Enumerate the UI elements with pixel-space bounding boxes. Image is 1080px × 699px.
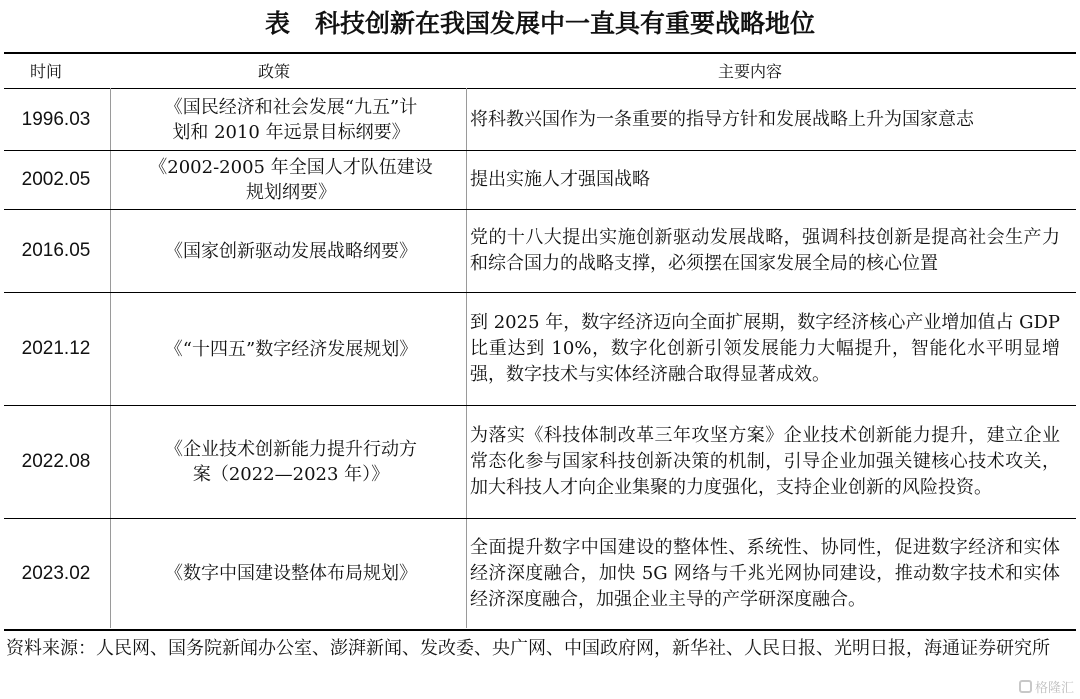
row-policy: 《国民经济和社会发展“九五”计 划和 2010 年远景目标纲要》 — [164, 96, 418, 143]
header-policy: 政策 — [258, 62, 291, 81]
bottom-rule — [4, 629, 1076, 631]
row-policy: 《国家创新驱动发展战略纲要》 — [165, 240, 417, 262]
row-time: 2002.05 — [21, 169, 91, 190]
source-note: 资料来源：人民网、国务院新闻办公室、澎湃新闻、发改委、央广网、中国政府网，新华社、人民日报、光明日报，海通证券研究所 — [6, 638, 1050, 659]
row-policy: 《2002-2005 年全国人才队伍建设 规划纲要》 — [149, 157, 433, 203]
row-content: 党的十八大提出实施创新驱动发展战略，强调科技创新是提高社会生产力和综合国力的战略支撑，必须摆在国家发展全局的核心位置 — [470, 227, 1060, 274]
table-row — [4, 406, 1076, 518]
row-policy: 《数字中国建设整体布局规划》 — [165, 563, 417, 584]
row-time: 2023.02 — [21, 562, 91, 584]
watermark-text: 格隆汇 — [1034, 681, 1074, 696]
row-time: 2016.05 — [21, 240, 91, 261]
row-content: 全面提升数字中国建设的整体性、系统性、协同性，促进数字经济和实体经济深度融合，加快 5G 网络与千兆光网协同建设，推动数字技术和实体经济深度融合，加强企业主导的产学研深度融合。 — [470, 536, 1060, 610]
top-rule — [4, 52, 1076, 54]
table-row — [4, 89, 1076, 150]
watermark-logo-icon — [1019, 680, 1032, 693]
row-time: 2021.12 — [21, 338, 91, 359]
row-content: 将科教兴国作为一条重要的指导方针和发展战略上升为国家意志 — [470, 108, 974, 130]
row-policy: 《企业技术创新能力提升行动方 案（2022—2023 年）》 — [165, 439, 417, 485]
watermark — [1019, 677, 1074, 696]
row-policy: 《“十四五”数字经济发展规划》 — [164, 338, 418, 360]
header-time: 时间 — [30, 62, 63, 81]
row-time: 2022.08 — [21, 451, 91, 472]
header-content: 主要内容 — [718, 62, 783, 81]
table-row — [4, 293, 1076, 405]
table-row — [4, 519, 1076, 628]
row-time: 1996.03 — [21, 108, 91, 130]
table-title: 表 科技创新在我国发展中一直具有重要战略地位 — [264, 9, 815, 38]
table-row — [4, 210, 1076, 292]
row-content: 提出实施人才强国战略 — [470, 169, 650, 190]
row-content: 到 2025 年，数字经济迈向全面扩展期，数字经济核心产业增加值占 GDP 比重达到 10%，数字化创新引领发展能力大幅提升，智能化水平明显增强，数字技术与实体经济融合取得显著成效。 — [470, 312, 1060, 385]
table-row — [4, 151, 1076, 209]
row-content: 为落实《科技体制改革三年攻坚方案》企业技术创新能力提升，建立企业常态化参与国家科技创新决策的机制，引导企业加强关键核心技术攻关，加大科技人才向企业集聚的力度强化，支持企业创新的风险投资。 — [470, 425, 1060, 498]
table-header — [4, 56, 1076, 88]
